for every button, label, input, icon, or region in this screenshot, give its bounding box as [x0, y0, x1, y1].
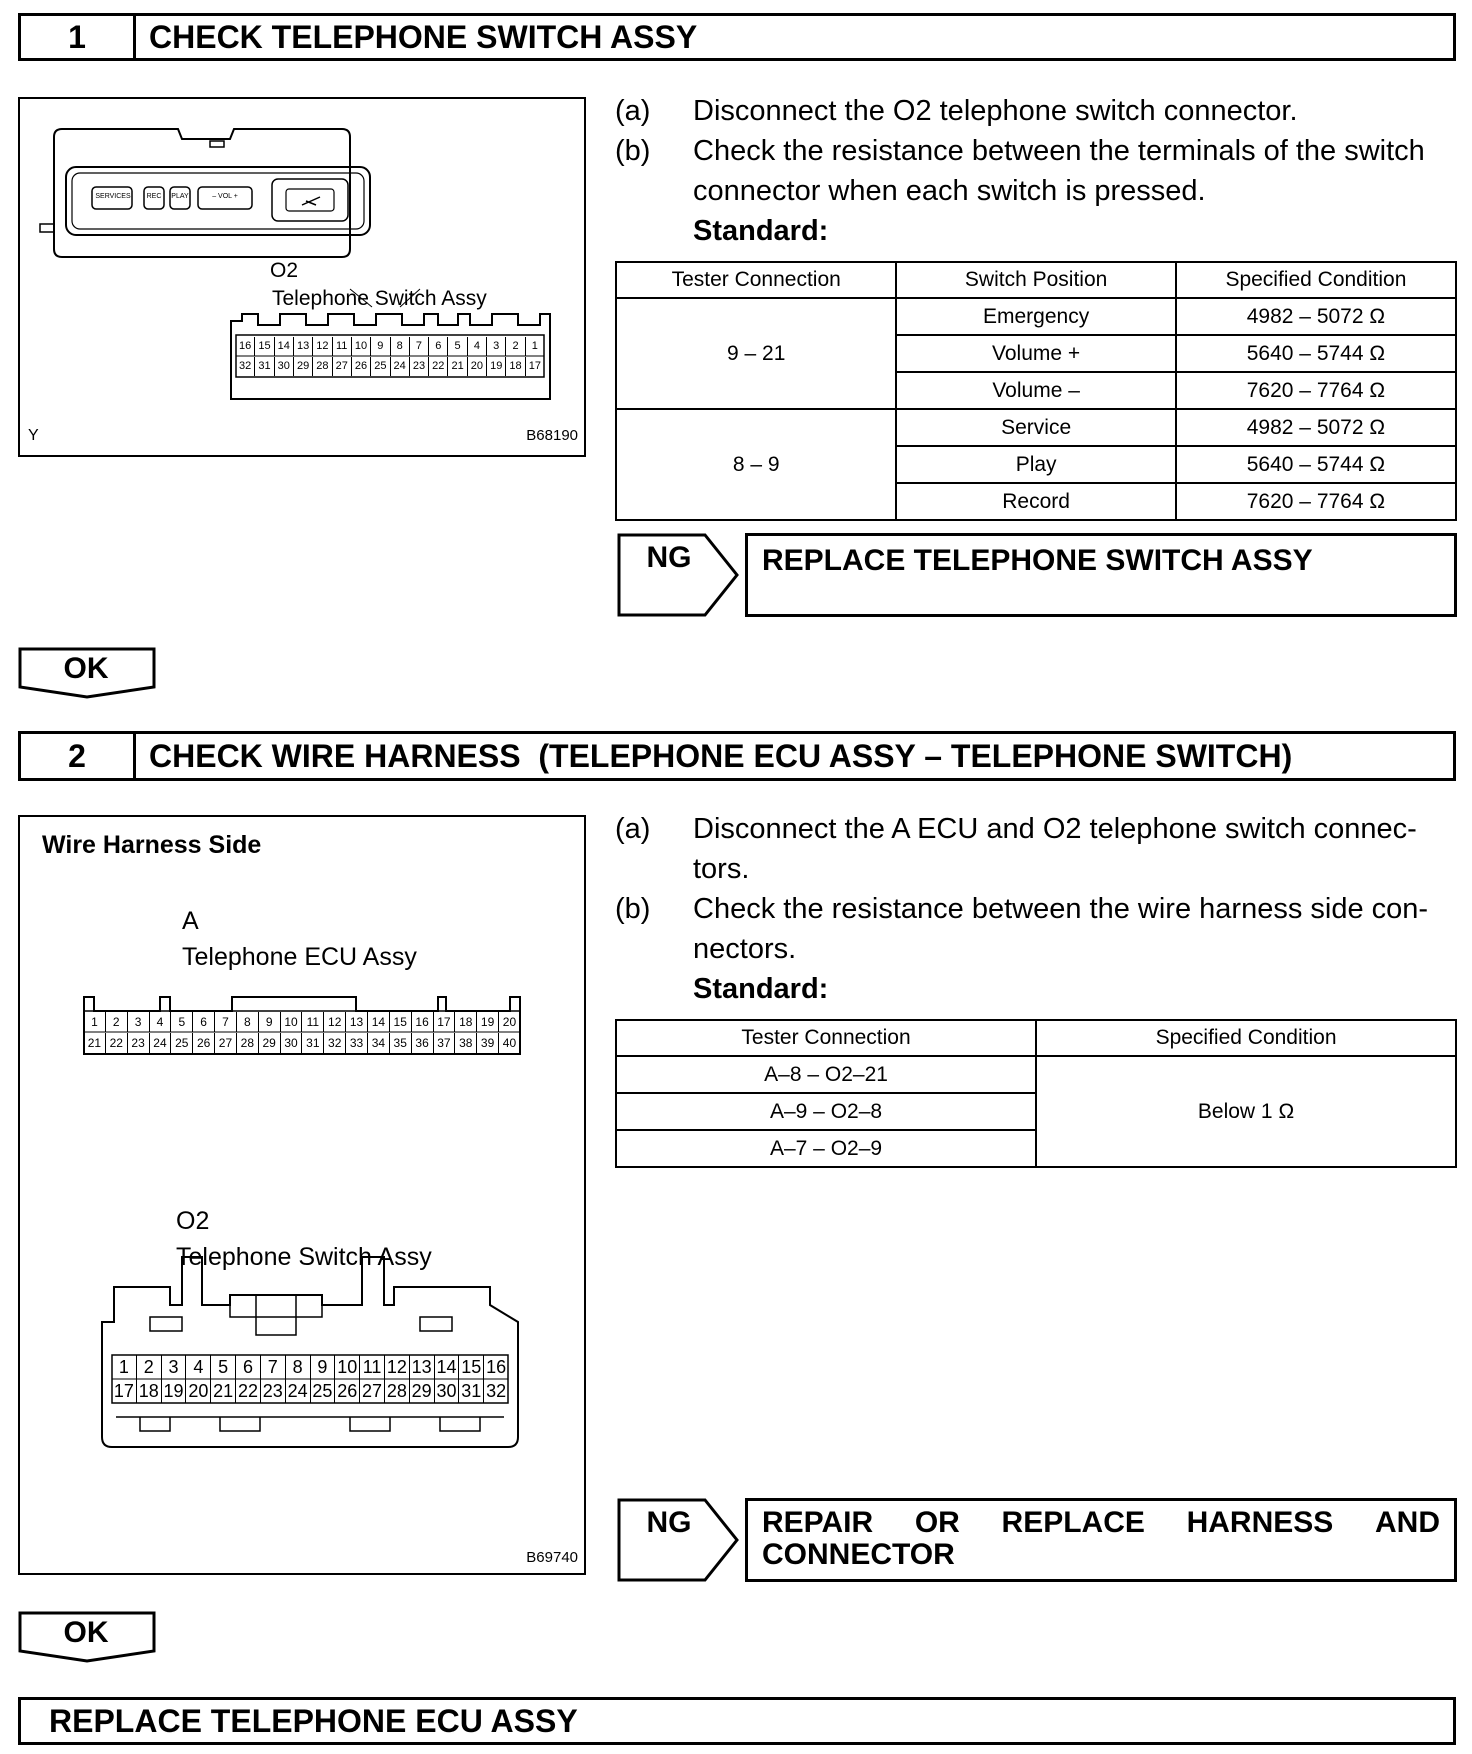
connector-pin: 24 — [285, 1379, 310, 1403]
connector-pin: 16 — [239, 340, 252, 352]
step1-standard-label: Standard: — [693, 215, 829, 247]
connector-pin: 13 — [345, 1012, 367, 1032]
connector-pin: 23 — [409, 357, 428, 376]
step1-connection-8-9: 8 – 9 — [616, 409, 896, 520]
connector-pin: 16 — [483, 1355, 508, 1379]
connector-pin: 6 — [192, 1012, 214, 1032]
connector-pin: 34 — [367, 1033, 389, 1053]
connector-pin: 12 — [312, 337, 331, 356]
connector-pin: 6 — [428, 337, 447, 356]
connector-pin: 7 — [409, 337, 428, 356]
step1-ng-action — [745, 533, 1457, 617]
table-cell: 5640 – 5744 Ω — [1176, 335, 1456, 372]
connector-pin: 18 — [454, 1012, 476, 1032]
connector-pin: 8 — [390, 337, 409, 356]
connector-pin: 39 — [476, 1033, 498, 1053]
connector-pin: 27 — [214, 1033, 236, 1053]
table-cell: Play — [896, 446, 1175, 483]
connector-pin: 38 — [454, 1033, 476, 1053]
ng-word: OR — [914, 1506, 960, 1539]
connector-pin: 29 — [258, 1033, 280, 1053]
connector-pin: 3 — [486, 337, 505, 356]
connector-pin: 25 — [170, 1033, 192, 1053]
connector-pin: 37 — [433, 1033, 455, 1053]
connector-pin: 23 — [260, 1379, 285, 1403]
ng-word: HARNESS — [1186, 1506, 1334, 1539]
step2-standard-label: Standard: — [693, 973, 829, 1005]
connector-pin: 16 — [411, 1012, 433, 1032]
connector-a-code: A — [182, 907, 199, 935]
table-cell: Volume + — [896, 335, 1175, 372]
connector-pin: 5 — [210, 1355, 235, 1379]
step1-connector-code: O2 — [270, 259, 299, 282]
step2-title: CHECK WIRE HARNESS (TELEPHONE ECU ASSY – TELEPHONE SWITCH) — [149, 737, 1293, 774]
connector-pin: 25 — [370, 357, 389, 376]
connector-pin: 12 — [384, 1355, 409, 1379]
connector-pin: 19 — [161, 1379, 186, 1403]
step1-header-position: Switch Position — [896, 262, 1175, 298]
step1-connection-9-21: 9 – 21 — [616, 298, 896, 409]
step2-condition-below-1-ohm: Below 1 Ω — [1036, 1056, 1456, 1167]
connector-pin: 29 — [409, 1379, 434, 1403]
ng-word: REPLACE — [1001, 1506, 1145, 1539]
connector-pin: 8 — [285, 1355, 310, 1379]
connector-pin: 19 — [486, 357, 505, 376]
connector-pin: 15 — [254, 337, 273, 356]
connector-a-name: Telephone ECU Assy — [182, 943, 417, 971]
connector-pin: 15 — [389, 1012, 411, 1032]
connector-pin: 1 — [525, 337, 544, 356]
table-cell: Service — [896, 409, 1175, 446]
telephone-switch-illustration — [20, 99, 584, 455]
connector-pin: 31 — [254, 357, 273, 376]
connector-pin: 3 — [161, 1355, 186, 1379]
wire-harness-side-heading: Wire Harness Side — [42, 831, 262, 859]
connector-pin: 11 — [359, 1355, 384, 1379]
ng-word: REPAIR — [762, 1506, 874, 1539]
connector-pin: 25 — [310, 1379, 335, 1403]
table-cell: 4982 – 5072 Ω — [1176, 298, 1456, 335]
step1-header — [18, 13, 1456, 61]
connector-pin: 32 — [239, 360, 252, 372]
connector-pin: 27 — [332, 357, 351, 376]
connector-pin: 13 — [293, 337, 312, 356]
step2-instr-a-line2: tors. — [693, 853, 750, 885]
ng-word: AND — [1375, 1506, 1440, 1539]
table-cell: A–7 – O2–9 — [616, 1130, 1036, 1167]
connector-pin: 27 — [359, 1379, 384, 1403]
connector-pin: 7 — [260, 1355, 285, 1379]
final-action-title: REPLACE TELEPHONE ECU ASSY — [49, 1702, 578, 1739]
table-cell: 4982 – 5072 Ω — [1176, 409, 1456, 446]
step1-pin-row-top — [236, 337, 544, 356]
step1-instr-a-text: Disconnect the O2 telephone switch connector. — [693, 95, 1298, 127]
connector-pin: 28 — [312, 357, 331, 376]
connector-pin: 22 — [428, 357, 447, 376]
step2-ok-branch — [18, 1611, 158, 1663]
connector-pin: 9 — [370, 337, 389, 356]
services-button-label: SERVICES — [95, 193, 131, 200]
connector-pin: 31 — [301, 1033, 323, 1053]
connector-pin: 4 — [467, 337, 486, 356]
connector-pin: 20 — [185, 1379, 210, 1403]
table-cell: 7620 – 7764 Ω — [1176, 372, 1456, 409]
step2-instr-a-line1: Disconnect the A ECU and O2 telephone switch connec- — [693, 813, 1417, 845]
connector-pin: 10 — [334, 1355, 359, 1379]
step1-ng-branch — [617, 533, 1459, 617]
connector-pin: 18 — [136, 1379, 161, 1403]
connector-pin: 19 — [476, 1012, 498, 1032]
connector-pin: 30 — [274, 357, 293, 376]
step1-figure-id: B68190 — [526, 427, 578, 444]
step2-ok-label: OK — [63, 1616, 109, 1649]
connector-pin: 1 — [118, 1357, 129, 1377]
step2-ng-action-line1 — [762, 1507, 1440, 1539]
step2-header — [18, 731, 1456, 781]
connector-pin: 24 — [149, 1033, 171, 1053]
play-button-label: PLAY — [171, 193, 189, 200]
vol-button-label: – VOL + — [212, 193, 238, 200]
connector-pin: 7 — [214, 1012, 236, 1032]
step2-instr-b-line2: nectors. — [693, 933, 797, 965]
connector-pin: 2 — [136, 1355, 161, 1379]
connector-pin: 6 — [235, 1355, 260, 1379]
table-cell: A–9 – O2–8 — [616, 1093, 1036, 1130]
connector-pin: 2 — [505, 337, 524, 356]
connector-pin: 21 — [210, 1379, 235, 1403]
connector-pin: 21 — [447, 357, 466, 376]
step2-instr-b-label: (b) — [615, 893, 651, 925]
connector-pin: 28 — [384, 1379, 409, 1403]
connector-pin: 5 — [447, 337, 466, 356]
step2-ng-action — [745, 1498, 1457, 1582]
step1-connector-name: Telephone Switch Assy — [272, 287, 487, 310]
table-cell: Emergency — [896, 298, 1175, 335]
connector-pin: 26 — [192, 1033, 214, 1053]
connector-pin: 13 — [409, 1355, 434, 1379]
step2-number: 2 — [21, 734, 136, 778]
step1-header-tester: Tester Connection — [616, 262, 896, 298]
step1-instructions — [615, 91, 1465, 261]
step1-ng-label: NG — [646, 541, 692, 574]
step2-ng-action-line2: CONNECTOR — [762, 1538, 955, 1571]
connector-pin: 4 — [185, 1355, 210, 1379]
connector-pin: 17 — [113, 1381, 134, 1401]
connector-a-pin-row-bottom — [84, 1033, 520, 1053]
connector-pin: 24 — [390, 357, 409, 376]
step2-spec-table — [615, 1019, 1457, 1168]
connector-pin: 17 — [433, 1012, 455, 1032]
step2-figure — [18, 815, 586, 1575]
step1-instr-b-line2: connector when each switch is pressed. — [693, 175, 1206, 207]
step2-instructions — [615, 809, 1465, 1009]
table-cell: Record — [896, 483, 1175, 520]
connector-pin: 28 — [236, 1033, 258, 1053]
connector-pin: 18 — [505, 357, 524, 376]
connector-pin: 5 — [170, 1012, 192, 1032]
step1-ng-action-text: REPLACE TELEPHONE SWITCH ASSY — [762, 544, 1313, 577]
connector-pin: 17 — [525, 357, 544, 376]
connector-pin: 15 — [458, 1355, 483, 1379]
step1-header-condition: Specified Condition — [1176, 262, 1456, 298]
table-cell: 5640 – 5744 Ω — [1176, 446, 1456, 483]
connector-pin: 12 — [323, 1012, 345, 1032]
step2-ng-branch — [617, 1498, 1459, 1582]
connector-pin: 3 — [127, 1012, 149, 1032]
table-cell: A–8 – O2–21 — [616, 1056, 1036, 1093]
connector-pin: 20 — [467, 357, 486, 376]
connector-pin: 2 — [105, 1012, 127, 1032]
step1-spec-table — [615, 261, 1457, 521]
connector-pin: 10 — [280, 1012, 302, 1032]
connector-pin: 29 — [293, 357, 312, 376]
step1-figure — [18, 97, 586, 457]
step2-instr-a-label: (a) — [615, 813, 651, 845]
table-cell: Volume – — [896, 372, 1175, 409]
connector-pin: 14 — [274, 337, 293, 356]
connector-pin: 1 — [91, 1015, 98, 1029]
step2-header-condition: Specified Condition — [1036, 1020, 1456, 1056]
connector-pin: 40 — [498, 1033, 520, 1053]
step1-title: CHECK TELEPHONE SWITCH ASSY — [149, 18, 698, 55]
connector-o2-name: Telephone Switch Assy — [176, 1243, 432, 1271]
connector-pin: 33 — [345, 1033, 367, 1053]
connector-pin: 11 — [332, 337, 351, 356]
rec-button-label: REC — [146, 193, 162, 200]
connector-pin: 30 — [280, 1033, 302, 1053]
connector-a-pin-row-top — [84, 1012, 520, 1032]
step1-pin-row-bottom — [236, 357, 544, 376]
step1-ok-branch — [18, 647, 158, 699]
connector-pin: 8 — [236, 1012, 258, 1032]
step2-instr-b-line1: Check the resistance between the wire harness side con- — [693, 893, 1429, 925]
connector-pin: 14 — [367, 1012, 389, 1032]
step2-ng-label: NG — [646, 1506, 692, 1539]
connector-pin: 32 — [323, 1033, 345, 1053]
step1-instr-a-label: (a) — [615, 95, 651, 127]
connector-pin: 26 — [334, 1379, 359, 1403]
connector-o2-pin-row-top — [112, 1355, 508, 1379]
connector-pin: 22 — [105, 1033, 127, 1053]
connector-pin: 9 — [258, 1012, 280, 1032]
connector-pin: 30 — [434, 1379, 459, 1403]
connector-pin: 32 — [483, 1379, 508, 1403]
step1-corner-mark: Y — [28, 427, 39, 444]
step1-instr-b-label: (b) — [615, 135, 651, 167]
connector-pin: 23 — [127, 1033, 149, 1053]
step2-figure-id: B69740 — [526, 1549, 578, 1566]
step1-ok-label: OK — [63, 652, 109, 685]
connector-pin: 26 — [351, 357, 370, 376]
step1-instr-b-line1: Check the resistance between the terminals of the switch — [693, 135, 1425, 167]
connector-pin: 22 — [235, 1379, 260, 1403]
connector-pin: 4 — [149, 1012, 171, 1032]
connector-o2-pin-row-bottom — [112, 1379, 508, 1403]
connector-pin: 36 — [411, 1033, 433, 1053]
connector-pin: 14 — [434, 1355, 459, 1379]
table-cell: 7620 – 7764 Ω — [1176, 483, 1456, 520]
connector-pin: 35 — [389, 1033, 411, 1053]
connector-pin: 10 — [351, 337, 370, 356]
connector-pin: 9 — [310, 1355, 335, 1379]
connector-o2-code: O2 — [176, 1207, 210, 1235]
connector-pin: 11 — [301, 1012, 323, 1032]
connector-diagram — [20, 817, 584, 1573]
final-action-box — [18, 1697, 1456, 1745]
connector-pin: 21 — [87, 1036, 102, 1050]
connector-pin: 31 — [458, 1379, 483, 1403]
connector-pin: 20 — [498, 1012, 520, 1032]
step2-header-tester: Tester Connection — [616, 1020, 1036, 1056]
step1-number: 1 — [21, 16, 136, 58]
